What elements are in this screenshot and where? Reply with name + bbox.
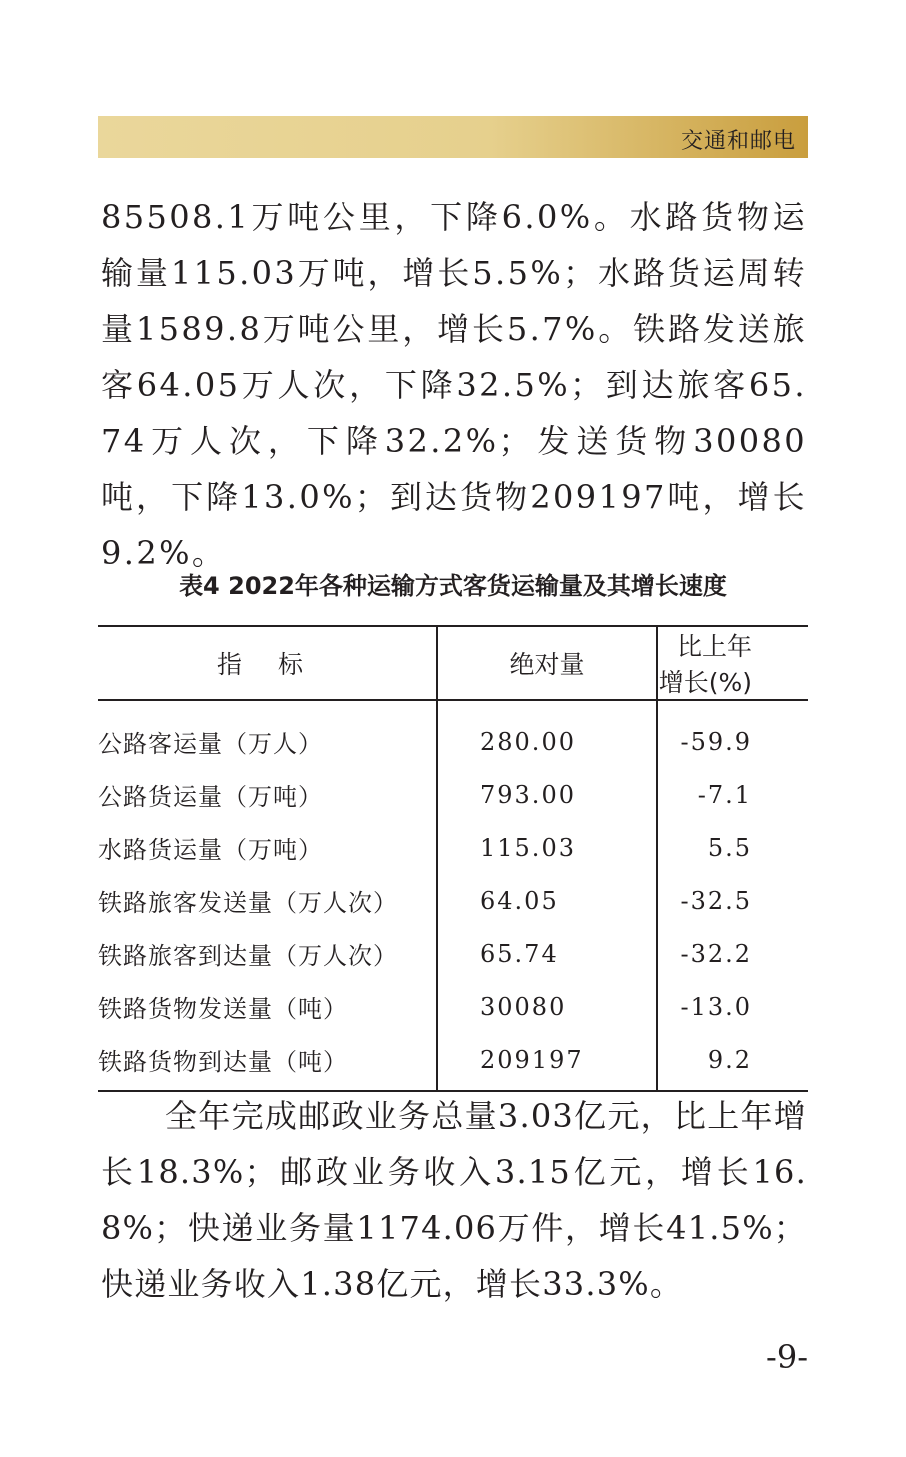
indicator-cell: 铁路货物发送量（吨） (98, 995, 348, 1023)
indicator-cell: 公路客运量（万人） (98, 730, 323, 758)
header-indicator: 指 标 (98, 626, 437, 700)
growth-rate-cell: 5.5 (657, 821, 808, 874)
header-absolute-value: 绝对量 (437, 626, 657, 700)
growth-rate-cell: -32.5 (657, 874, 808, 927)
indicator-cell: 铁路旅客到达量（万人次） (98, 942, 398, 970)
indicator-cell: 铁路旅客发送量（万人次） (98, 889, 398, 917)
table-row (98, 700, 808, 768)
indicator-cell: 公路货运量（万吨） (98, 783, 323, 811)
growth-rate-cell: -32.2 (657, 927, 808, 980)
table-row (98, 1033, 808, 1091)
growth-rate-cell: -59.9 (657, 700, 808, 768)
absolute-value-cell: 64.05 (437, 874, 657, 927)
growth-rate-cell: -13.0 (657, 980, 808, 1033)
absolute-value-cell: 115.03 (437, 821, 657, 874)
growth-rate-cell: 9.2 (657, 1033, 808, 1091)
table-row (98, 821, 808, 874)
indicator-cell: 水路货运量（万吨） (98, 836, 323, 864)
table-header-row (98, 626, 808, 700)
absolute-value-cell: 209197 (437, 1033, 657, 1091)
transport-volume-table (98, 625, 808, 1092)
section-title: 交通和邮电 (680, 129, 796, 154)
body-paragraph-postal: 全年完成邮政业务总量3.03亿元，比上年增长18.3%；邮政业务收入3.15亿元，增长16.8%；快递业务量1174.06万件，增长41.5%；快递业务收入1.38亿元，增长33.3%。 (101, 1097, 807, 1303)
header-growth-rate: 比上年增长(%) (657, 626, 808, 700)
indicator-cell: 铁路货物到达量（吨） (98, 1048, 348, 1076)
absolute-value-cell: 280.00 (437, 700, 657, 768)
absolute-value-cell: 793.00 (437, 768, 657, 821)
table-row (98, 874, 808, 927)
absolute-value-cell: 30080 (437, 980, 657, 1033)
section-header-bar (98, 116, 808, 158)
table-caption: 表4 2022年各种运输方式客货运输量及其增长速度 (179, 572, 727, 600)
table-row (98, 980, 808, 1033)
table-row (98, 927, 808, 980)
body-paragraph-transport: 85508.1万吨公里，下降6.0%。水路货物运输量115.03万吨，增长5.5%；水路货运周转量1589.8万吨公里，增长5.7%。铁路发送旅客64.05万人次，下降32.5%；到达旅客65.74万人次，下降32.2%；发送货物30080吨，下降13.0%；到达货物209197吨，增长9.2%。 (101, 198, 807, 572)
table-row (98, 768, 808, 821)
growth-rate-cell: -7.1 (657, 768, 808, 821)
absolute-value-cell: 65.74 (437, 927, 657, 980)
page-number: -9- (766, 1338, 808, 1376)
